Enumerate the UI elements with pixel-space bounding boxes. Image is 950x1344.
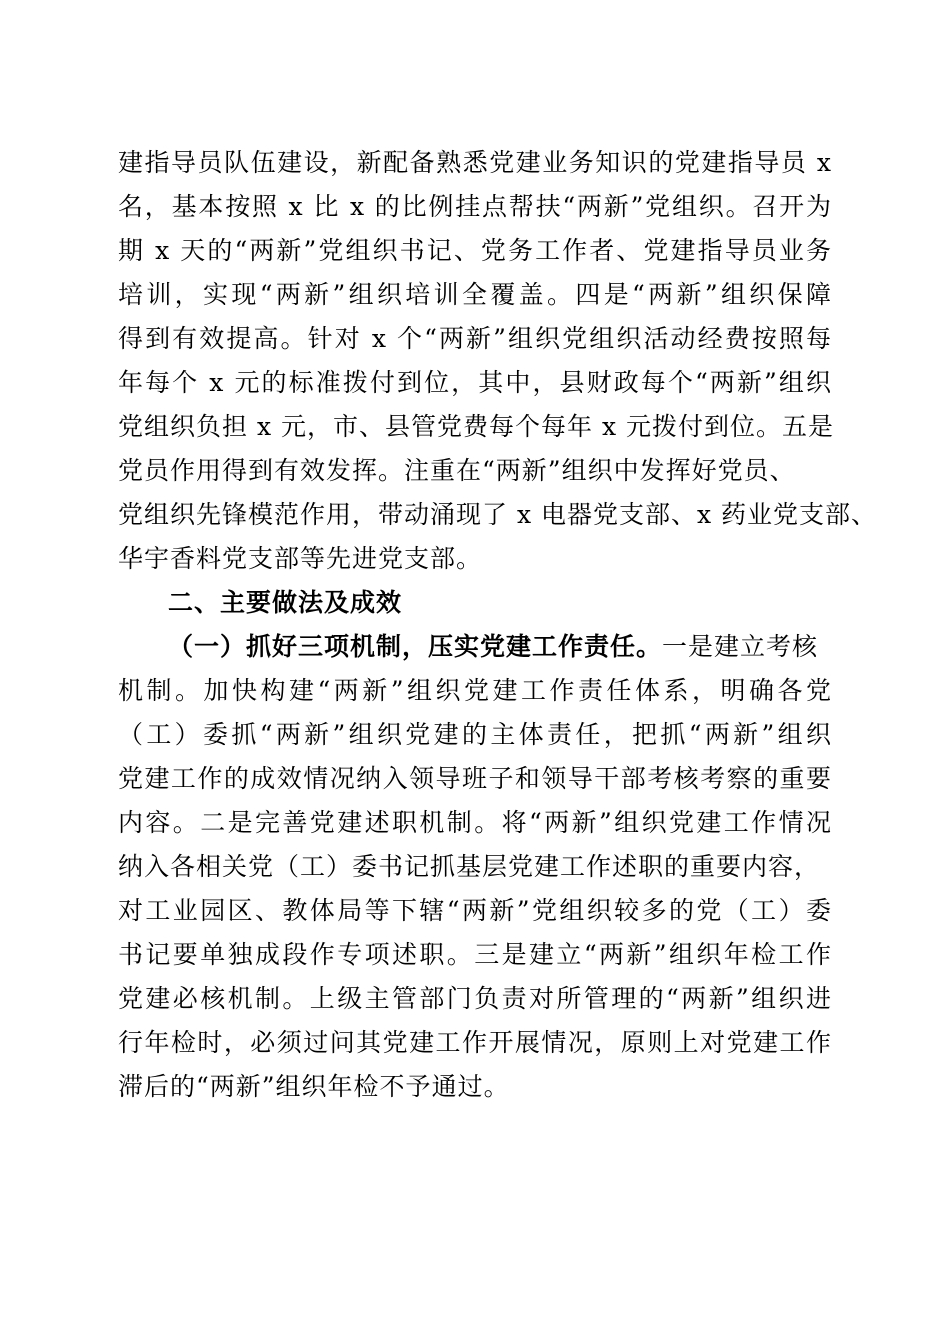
sub-heading: （一）抓好三项机制，压实党建工作责任。 xyxy=(168,632,663,661)
text-line: 名，基本按照 x 比 x 的比例挂点帮扶“两新”党组织。召开为 xyxy=(118,192,832,221)
text-line: 党建工作的成效情况纳入领导班子和领导干部考核考察的重要 xyxy=(118,764,832,793)
text-line: 书记要单独成段作专项述职。三是建立“两新”组织年检工作 xyxy=(118,940,832,969)
sub-heading-line xyxy=(118,625,832,669)
text-line: （工）委抓“两新”组织党建的主体责任，把抓“两新”组织 xyxy=(118,720,832,749)
text-line: 华宇香料党支部等先进党支部。 xyxy=(118,544,483,573)
text-line: 滞后的“两新”组织年检不予通过。 xyxy=(118,1072,510,1101)
text-line: 年每个 x 元的标准拨付到位，其中，县财政每个“两新”组织 xyxy=(118,368,832,397)
text-line: 行年检时，必须过问其党建工作开展情况，原则上对党建工作 xyxy=(118,1028,832,1057)
document-body xyxy=(118,141,878,1109)
text-line: 机制。加快构建“两新”组织党建工作责任体系，明确各党 xyxy=(118,676,832,705)
text-line: 党组织负担 x 元，市、县管党费每个每年 x 元拨付到位。五是 xyxy=(118,412,834,441)
text-line: 党组织先锋模范作用，带动涌现了 x 电器党支部、x 药业党支部、 xyxy=(118,500,878,529)
text-line: 对工业园区、教体局等下辖“两新”党组织较多的党（工）委 xyxy=(118,896,832,925)
text-line: 纳入各相关党（工）委书记抓基层党建工作述职的重要内容， xyxy=(118,852,821,881)
text-line: 建指导员队伍建设，新配备熟悉党建业务知识的党建指导员 x xyxy=(118,148,832,177)
text-line: 得到有效提高。针对 x 个“两新”组织党组织活动经费按照每 xyxy=(118,324,832,353)
text-line: 内容。二是完善党建述职机制。将“两新”组织党建工作情况 xyxy=(118,808,832,837)
text-line: 期 x 天的“两新”党组织书记、党务工作者、党建指导员业务 xyxy=(118,236,832,265)
text-line: 党建必核机制。上级主管部门负责对所管理的“两新”组织进 xyxy=(118,984,832,1013)
text-span: 一是建立考核 xyxy=(662,632,819,661)
section-heading: 二、主要做法及成效 xyxy=(168,588,403,617)
text-line: 党员作用得到有效发挥。注重在“两新”组织中发挥好党员、 xyxy=(118,456,796,485)
text-line: 培训，实现“两新”组织培训全覆盖。四是“两新”组织保障 xyxy=(118,280,832,309)
